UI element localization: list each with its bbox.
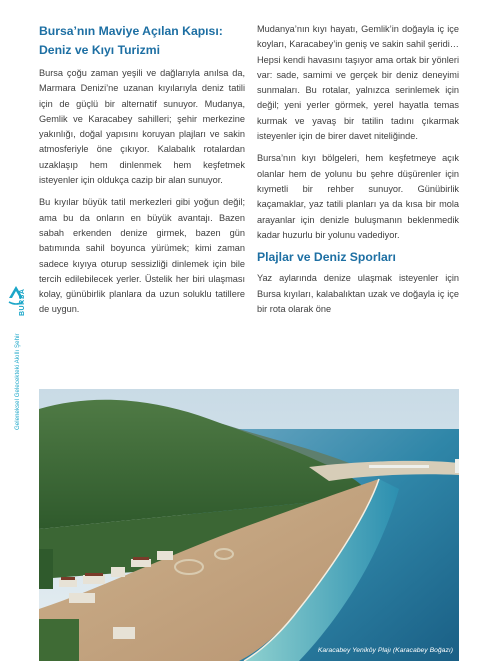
left-column xyxy=(39,22,245,325)
sidebar-vertical-text: Geleneksel Gelecekteki Akıllı Şehir xyxy=(15,333,21,430)
sidebar xyxy=(0,0,30,661)
sidebar-brand: BURSA xyxy=(19,288,26,316)
photo-caption: Karacabey Yeniköy Plajı (Karacabey Boğazı) xyxy=(317,647,453,654)
paragraph: Bu kıyılar büyük tatil merkezleri gibi yoğun değil; ama bu da onların en büyük avantajı. Bazen sabah erkenden denize girmek, bazen gün batımında sahil boyunca yürümek; kimi zaman sadece kıyıya oturup sessizliği dinlemek için bile tercih edilebilecek yerler. Üstelik her biri ulaşması kolay, günübirlik planlara da uzun soluklu tatillere de uygun. xyxy=(39,197,245,315)
paragraph: Bursa’nın kıyı bölgeleri, hem keşfetmeye açık olanlar hem de yolunu bu şehre düşürenler için kıymetli bir rehber sunuyor. Günübirlik kaçamaklar, yaz tatili planları ya da kısa bir mola arayanlar için denizle buluşmanın beklenmedik kadar huzurlu bir yolunu vadediyor. xyxy=(257,153,459,240)
paragraph: Yaz aylarında denize ulaşmak isteyenler için Bursa kıyıları, kalabalıktan uzak ve doğayla iç içe bir rota olarak öne xyxy=(257,273,459,315)
section-heading: Plajlar ve Deniz Sporları xyxy=(257,250,396,265)
paragraph: Mudanya’nın kıyı hayatı, Gemlik’in doğayla iç içe koyları, Karacabey’in geniş ve sakin sahil şeridi… Hepsi kendi havasını taşıyor ama ortak bir yönleri var: sade, samimi ve gerçek bir deniz deneyimi sunmaları. Bu rotalar, yalnızca serinlemek için değil; yeni yerler görmek, yerel hayatla temas kurmak ve yavaş bir tatilin tadını çıkarmak isteyenler için de birer davet niteliğinde. xyxy=(257,24,459,142)
beach-photo xyxy=(39,389,459,661)
paragraph: Bursa çoğu zaman yeşili ve dağlarıyla anılsa da, Marmara Denizi’ne uzanan kıyılarıyla deniz tatili için de güçlü bir alternatif sunuyor. Mudanya, Gemlik ve Karacabey sahilleri; şehir merkezine yakınlığı, doğal yapısını koruyan plajları ve sakin atmosferiyle öne çıkıyor. Kalabalık rotalardan uzaklaşıp hem dinlenmek hem keşfetmek isteyenler için oldukça cazip bir alan sunuyor. xyxy=(39,68,245,186)
article-title: Bursa’nın Maviye Açılan Kapısı: Deniz ve Kıyı Turizmi xyxy=(39,24,223,57)
aerial-beach-illustration xyxy=(39,389,459,661)
right-column xyxy=(257,22,459,324)
